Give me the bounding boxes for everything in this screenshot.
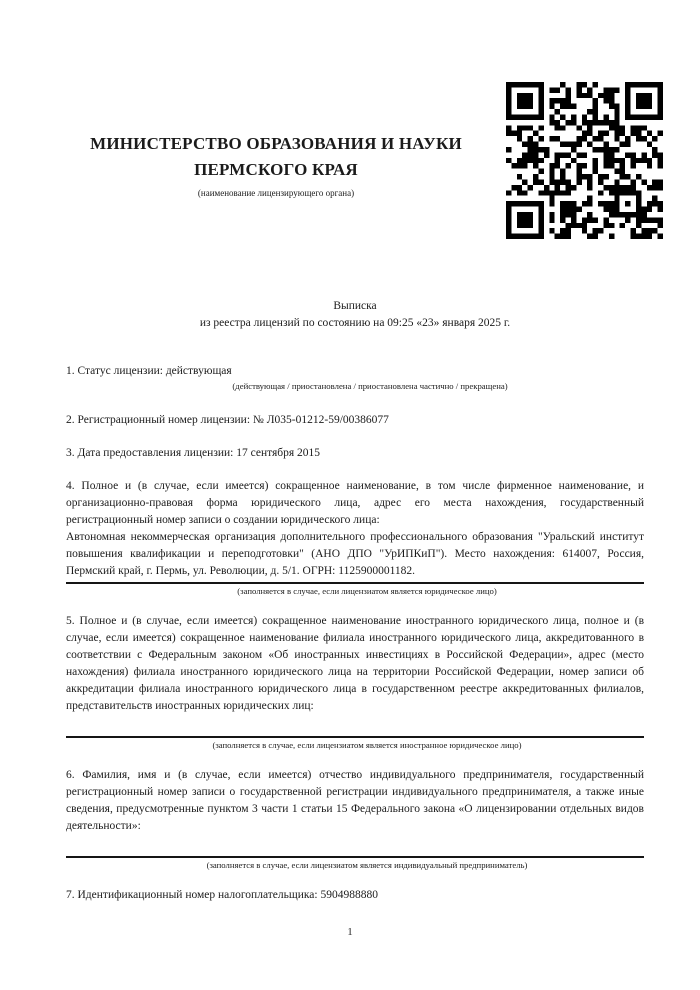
item-taxpayer-number [66, 887, 644, 904]
page-number: 1 [347, 926, 353, 938]
document-title-line1: Выписка [333, 300, 377, 312]
taxpayer-number-text: 7. Идентификационный номер налогоплательщика: 5904988880 [66, 889, 378, 901]
document-body [66, 363, 644, 920]
item-registration-number [66, 412, 644, 429]
registration-number-text: 2. Регистрационный номер лицензии: № Л035-01212-59/00386077 [66, 414, 389, 426]
foreign-entity-blank-line [66, 715, 644, 738]
individual-entrepreneur-blank-line [66, 835, 644, 858]
foreign-entity-caption: (заполняется в случае, если лицензиатом является иностранное юридическое лицо) [212, 740, 522, 750]
item-individual-entrepreneur [66, 767, 644, 871]
document-title-line2: из реестра лицензий по состоянию на 09:25 «23» января 2025 г. [199, 317, 511, 329]
qr-code [506, 82, 663, 239]
legal-entity-question: 4. Полное и (в случае, если имеется) сокращенное наименование, в том числе фирменное наименование, и организационно-правовая форма юридического лица, адрес его места нахождения, государственный регистрационный номер записи о создании юридического лица: [66, 480, 644, 526]
license-status-caption: (действующая / приостановлена / приостановлена частично / прекращена) [232, 381, 508, 391]
ministry-name-line1: МИНИСТЕРСТВО ОБРАЗОВАНИЯ И НАУКИ [90, 134, 462, 153]
item-grant-date [66, 445, 644, 462]
item-legal-entity [66, 478, 644, 597]
qr-code-image [506, 82, 663, 239]
licensing-authority-header [62, 131, 490, 199]
individual-entrepreneur-caption: (заполняется в случае, если лицензиатом является индивидуальный предприниматель) [206, 860, 528, 870]
legal-entity-value: Автономная некоммерческая организация дополнительного профессионального образования "Уральский институт повышения квалификации и переподготовки" (АНО ДПО "УрИПКиП"). Место нахождения: 614007, Россия, Пермский край, г. Пермь, ул. Революции, д. 5/1. ОГРН: 1125900001182. [66, 531, 644, 577]
legal-entity-caption: (заполняется в случае, если лицензиатом является юридическое лицо) [237, 586, 497, 596]
foreign-entity-question: 5. Полное и (в случае, если имеется) сокращенное наименование иностранного юридического лица, полное и (в случае, если имеется) сокращенное наименование филиала иностранного юридического лица, аккредитованного в соответствии с Федеральным законом «Об иностранных инвестициях в Российской Федерации», адрес (место нахождения) филиала иностранного юридического лица на территории Российской Федерации, номер записи об аккредитации филиала иностранного юридического лица в государственном реестре аккредитованных филиалов, представительств иностранных юридических лиц: [66, 615, 644, 712]
ministry-name-line2: ПЕРМСКОГО КРАЯ [194, 160, 358, 179]
item-foreign-entity [66, 613, 644, 751]
item-license-status [66, 363, 644, 392]
legal-entity-underline [66, 582, 644, 584]
grant-date-text: 3. Дата предоставления лицензии: 17 сентября 2015 [66, 447, 321, 459]
license-status-text: 1. Статус лицензии: действующая [66, 365, 232, 377]
individual-entrepreneur-question: 6. Фамилия, имя и (в случае, если имеется) отчество индивидуального предпринимателя, государственный регистрационный номер записи о государственной регистрации индивидуального предпринимателя, а также иные сведения, предусмотренные пунктом 3 части 1 статьи 15 Федерального закона «О лицензировании отдельных видов деятельности»: [66, 769, 644, 832]
ministry-caption: (наименование лицензирующего органа) [197, 188, 355, 198]
document-title [66, 298, 644, 332]
